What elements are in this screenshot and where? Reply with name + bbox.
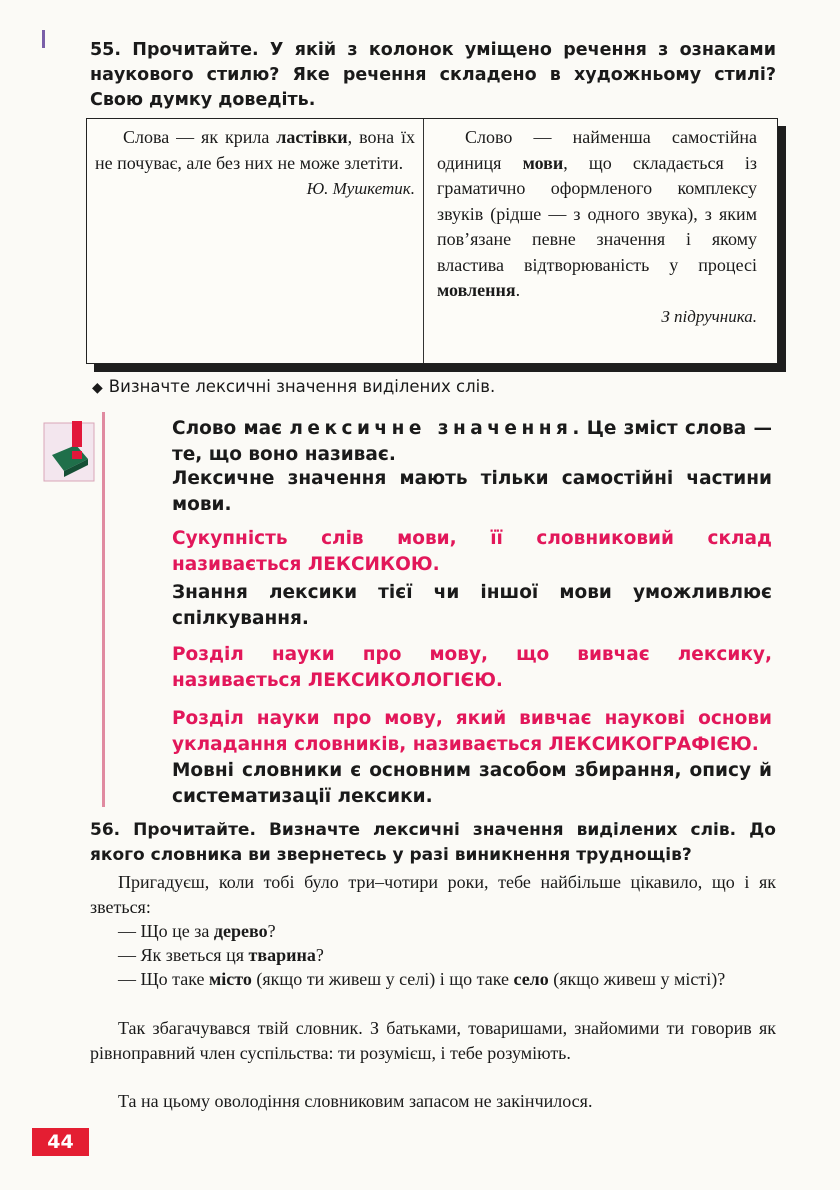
highlight-word: місто [209,969,252,989]
rule-lexical-meaning: Слово має лексичне значення. Це зміст слова — те, що воно називає. [172,418,772,465]
dialogue-line-1: — Що це за дерево? [118,921,276,941]
highlight-word: село [513,969,549,989]
dialogue-line-3: — Що таке місто (якщо ти живеш у селі) і що таке село (якщо живеш у місті)? [118,969,726,989]
rule-lexicon-knowledge: Знання лексики тієї чи іншої мови уможливлює спілкування. [172,582,772,629]
dialogue-line-2: — Як зветься ця тварина? [118,945,324,965]
table-cell-right: Слово — найменша самостійна одиниця мови, що складається із граматично оформленого комплексу звуків (рідше — з одного звука), з яким пов’язане певне значення і якому властива відтворюваність у процесі мовлення. З підручника. [437,125,757,329]
rule-lexicology-definition: Розділ науки про мову, що вивчає лексику, називається ЛЕКСИКОЛОГІЄЮ. [172,644,772,691]
author-right: З підручника. [661,306,757,326]
margin-mark [42,30,45,48]
exclamation-book-icon [42,415,100,485]
rule-side-bar [102,412,105,807]
paragraph-2: Так збагачувався твій словник. З батьками, товаришами, знайомими ти говорив як рівноправний член суспільства: ти розумієш, і тебе розуміють. [90,1018,776,1063]
quote-table [86,118,778,364]
highlight-word: мови [522,152,564,173]
exercise-55-heading: 55. Прочитайте. У якій з колонок уміщено речення з ознаками наукового стилю? Яке речення складено в художньому стилі? Свою думку доведіть. [90,40,776,110]
page-number: 44 [32,1128,89,1156]
highlight-word: дерево [213,921,268,941]
highlight-word: мовлення [437,280,516,300]
highlight-word: ластівки [276,127,348,147]
author-left: Ю. Мушкетик. [306,179,415,198]
table-cell-left: Слова — як крила ластівки, вона їх не почуває, але без них не може злетіти. Ю. Мушкетик. [95,125,415,202]
exercise-56-heading: 56. Прочитайте. Визначте лексичні значення виділених слів. До якого словника ви звернетесь у разі виникнення труднощів? [90,820,776,865]
paragraph-3: Та на цьому оволодіння словниковим запасом не закінчилося. [118,1091,593,1111]
rule-lexicography-definition: Розділ науки про мову, який вивчає наукові основи укладання словників, називається ЛЕКСИКОГРАФІЄЮ. [172,708,772,755]
rule-lexicon-definition: Сукупність слів мови, її словниковий склад називається ЛЕКСИКОЮ. [172,528,772,575]
table-divider [423,119,424,363]
paragraph-1: Пригадуєш, коли тобі було три–чотири роки, тебе найбільше цікавило, що і як зветься: [90,872,776,917]
highlight-word: тварина [248,945,316,965]
diamond-bullet-icon: ◆ [92,380,103,396]
task-instruction: ◆ Визначте лексичні значення виділених слів. [92,377,496,396]
rule-dictionaries: Мовні словники є основним засобом збирання, опису й систематизації лексики. [172,760,772,807]
rule-independent-parts: Лексичне значення мають тільки самостійні частини мови. [172,468,772,515]
